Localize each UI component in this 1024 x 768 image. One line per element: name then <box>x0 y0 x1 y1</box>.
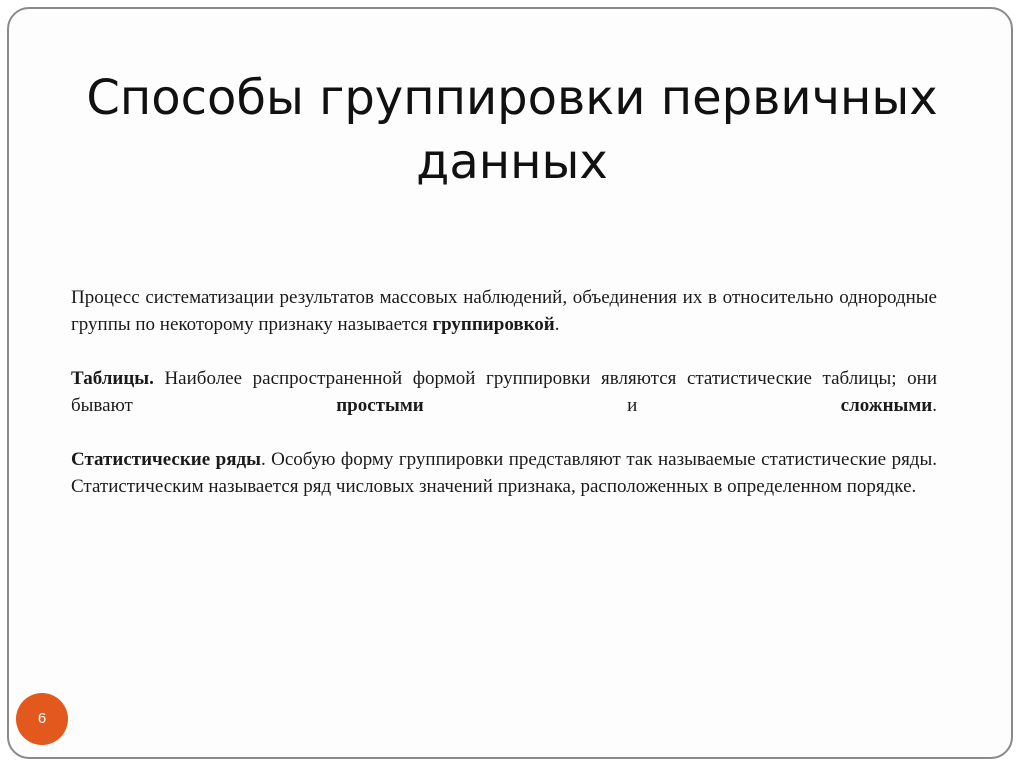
paragraph-grouping-definition <box>71 284 937 338</box>
term-grouping: группировкой <box>432 314 555 335</box>
paragraph-statistical-series <box>71 446 937 500</box>
term-simple: простыми <box>336 395 424 416</box>
term-statistical-series: Статистические ряды <box>71 449 261 470</box>
paragraph-end: . <box>554 314 560 335</box>
slide-title-line-1: Способы группировки первичных <box>86 70 938 126</box>
paragraph-conjunction: и <box>423 395 841 416</box>
slide-body <box>71 284 937 527</box>
page-number-badge: 6 <box>16 693 68 745</box>
paragraph-text: . Особую форму группировки представляют так называемые статистические ряды. Статистическим называется ряд числовых значений признака, расположенных в определенном порядке. <box>71 449 937 497</box>
paragraph-text: Процесс систематизации результатов массовых наблюдений, объединения их в относительно однородные группы по некоторому признаку называется <box>71 287 937 335</box>
slide-title <box>60 66 964 194</box>
term-tables: Таблицы. <box>71 368 154 389</box>
paragraph-text: Наиболее распространенной формой группировки являются статистические таблицы; они бывают <box>71 368 937 416</box>
paragraph-end: . <box>932 395 937 416</box>
term-complex: сложными <box>840 395 933 416</box>
paragraph-tables <box>71 365 937 419</box>
slide-title-line-2: данных <box>416 134 608 190</box>
